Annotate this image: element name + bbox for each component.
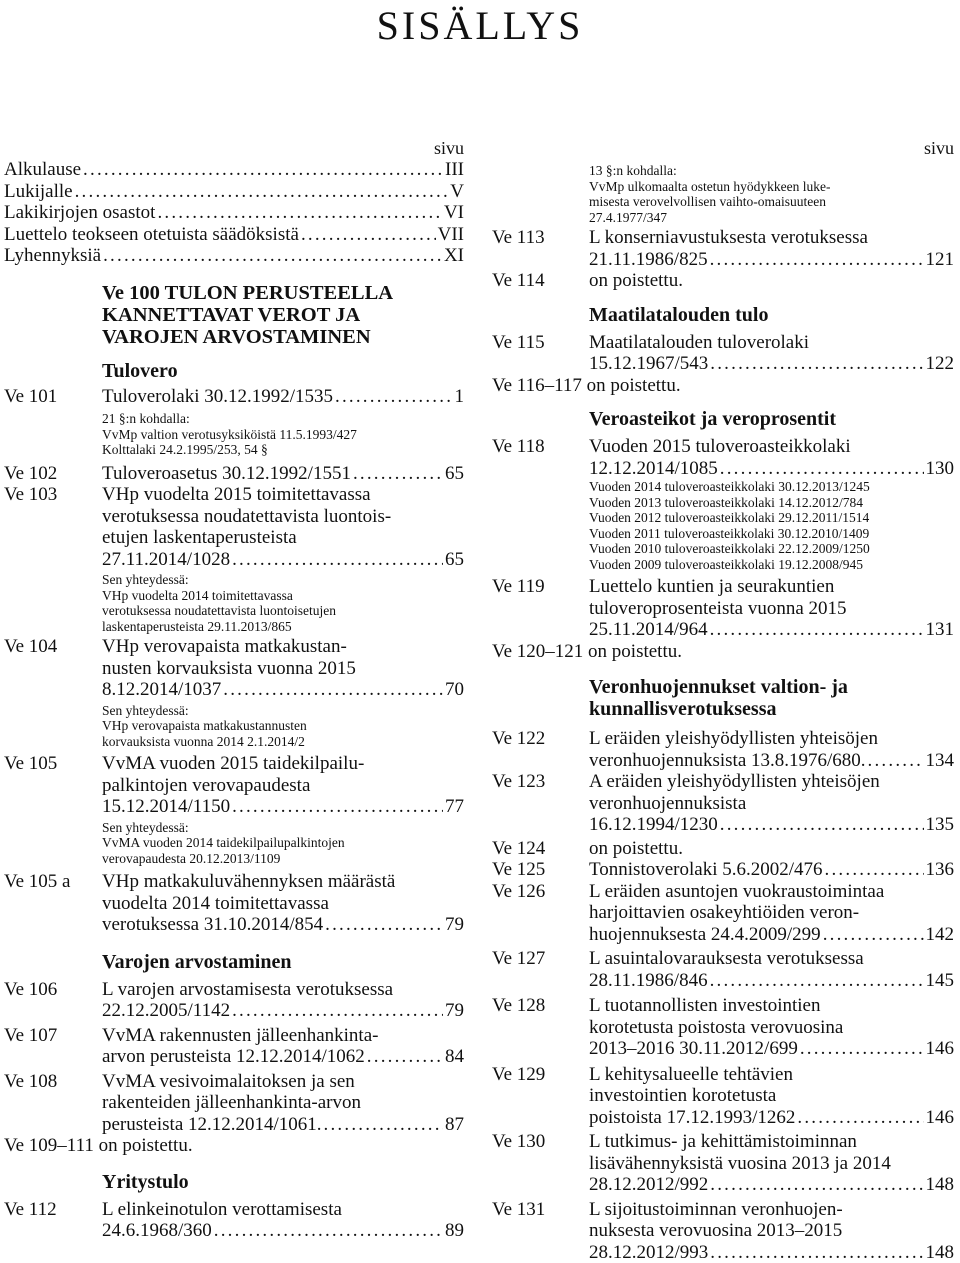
entry-body (102, 636, 464, 749)
page-number: 122 (926, 353, 955, 375)
dot-leader (83, 159, 443, 181)
toc-entry-text: 22.12.2005/1142 (102, 1000, 230, 1022)
toc-leader-line (589, 750, 954, 772)
entry-title-line: verotuksessa noudatettavista luontois- (102, 506, 464, 528)
entry-body (102, 871, 464, 936)
subheading-tulovero (4, 360, 464, 382)
entry-body (589, 995, 954, 1060)
entry-title-line: L tuotannollisten investointien (589, 995, 954, 1017)
entry-body (589, 1199, 954, 1263)
entry-title-line: A eräiden yleishyödyllisten yhteisöjen (589, 771, 954, 793)
removed-sections-note: Ve 109–111 on poistettu. (4, 1135, 464, 1157)
entry-title-line: L eräiden yleishyödyllisten yhteisöjen (589, 728, 954, 750)
toc-entry-text: 12.12.2014/1085 (589, 458, 718, 480)
toc-entry-text: poistoista 17.12.1993/1262 (589, 1107, 795, 1129)
entry-title-line: VvMA vesivoimalaitoksen ja sen (102, 1071, 464, 1093)
section-code: Ve 103 (4, 484, 102, 634)
entry-title-line: harjoittavien osakeyhtiöiden veron- (589, 902, 954, 924)
toc-entry-text: Lyhennyksiä (4, 245, 101, 267)
dot-leader (157, 202, 441, 224)
toc-entry (4, 1199, 464, 1242)
entry-body (589, 436, 954, 572)
entry-note: Vuoden 2011 tuloveroasteikkolaki 30.12.2010/1409 (589, 526, 954, 542)
section-code: Ve 106 (4, 979, 102, 1022)
front-matter-item (4, 245, 464, 267)
sivu-header: sivu (4, 139, 464, 159)
dot-leader (710, 353, 923, 375)
entry-note: 13 §:n kohdalla: (589, 163, 954, 179)
dot-leader (710, 249, 924, 271)
toc-leader-line (102, 1046, 464, 1068)
page-number: 89 (445, 1220, 464, 1242)
entry-note: Vuoden 2014 tuloveroasteikkolaki 30.12.2013/1245 (589, 479, 954, 495)
entry-title-line: nusten korvauksista vuonna 2015 (102, 658, 464, 680)
page-number: 70 (445, 679, 464, 701)
toc-entry (4, 463, 464, 485)
page-number: 145 (926, 970, 955, 992)
page-number: 134 (926, 750, 955, 772)
dot-leader (75, 181, 449, 203)
toc-entry-text: perusteista 12.12.2014/1061. (102, 1114, 322, 1136)
page-number: 77 (445, 796, 464, 818)
entry-title-line: L konserniavustuksesta verotuksessa (589, 227, 954, 249)
toc-leader-line (589, 1038, 954, 1060)
toc-entry-text: 15.12.1967/543 (589, 353, 708, 375)
dot-leader (103, 245, 442, 267)
section-heading: Varojen arvostaminen (102, 951, 464, 973)
entry-body (589, 227, 954, 270)
dot-leader (367, 1046, 443, 1068)
sivu-header: sivu (492, 139, 954, 159)
main-section-heading (4, 282, 464, 348)
toc-entry-text: 21.11.1986/825 (589, 249, 708, 271)
toc-entry (492, 948, 954, 991)
toc-entry-text: 24.6.1968/360 (102, 1220, 212, 1242)
entry-title-line: Vuoden 2015 tuloveroasteikkolaki (589, 436, 954, 458)
toc-entry (492, 1064, 954, 1129)
entry-note: verotuksessa noudatettavista luontoisetujen (102, 603, 464, 619)
toc-leader-line (102, 549, 464, 571)
entry-body (589, 859, 954, 881)
toc-leader-line (102, 386, 464, 408)
section-heading-line: kunnallisverotuksessa (589, 698, 954, 720)
entry-note: VvMp valtion verotusyksiköistä 11.5.1993/427 (102, 427, 464, 443)
entry-title-line: investointien korotetusta (589, 1085, 954, 1107)
toc-leader-line (589, 353, 954, 375)
toc-entry (492, 995, 954, 1060)
toc-leader-line (589, 619, 954, 641)
dot-leader (720, 458, 924, 480)
section-code: Ve 118 (492, 436, 589, 572)
entry-body (589, 881, 954, 946)
entry-note: VHp vuodelta 2014 toimitettavassa (102, 588, 464, 604)
subheading-yritystulo (4, 1171, 464, 1193)
toc-leader-line (102, 1114, 464, 1136)
entry-title-line: Luettelo kuntien ja seurakuntien (589, 576, 954, 598)
section-code: Ve 105 a (4, 871, 102, 936)
toc-entry-text: 27.11.2014/1028 (102, 549, 230, 571)
page-number: 1 (455, 386, 465, 408)
entry-title-line: VvMA vuoden 2015 taidekilpailu- (102, 753, 464, 775)
top-notes (492, 163, 954, 225)
entry-body (589, 576, 954, 641)
entry-note: VvMp ulkomaalta ostetun hyödykkeen luke- (589, 179, 954, 195)
entry-body (589, 838, 954, 860)
section-code: Ve 128 (492, 995, 589, 1060)
toc-leader-line (589, 924, 954, 946)
toc-leader-line (589, 1174, 954, 1196)
toc-entry-text: 25.11.2014/964 (589, 619, 708, 641)
toc-entry (492, 576, 954, 641)
toc-entry (492, 838, 954, 860)
entry-title-line: L elinkeinotulon verottamisesta (102, 1199, 464, 1221)
toc-entry-text: 2013–2016 30.11.2012/699 (589, 1038, 798, 1060)
toc-entry (492, 1131, 954, 1196)
entry-body (589, 948, 954, 991)
toc-entry (4, 1071, 464, 1136)
page-number: 131 (926, 619, 955, 641)
section-heading-line: Veronhuojennukset valtion- ja (589, 676, 954, 698)
dot-leader (223, 679, 443, 701)
page-number: 87 (445, 1114, 464, 1136)
toc-entry (4, 484, 464, 634)
section-code: Ve 130 (492, 1131, 589, 1196)
entry-note: Vuoden 2013 tuloveroasteikkolaki 14.12.2012/784 (589, 495, 954, 511)
entry-title-line: tuloveroprosenteista vuonna 2015 (589, 598, 954, 620)
page-number: XI (444, 245, 464, 267)
dot-leader (232, 1000, 443, 1022)
dot-leader (335, 386, 453, 408)
section-code: Ve 104 (4, 636, 102, 749)
section-code: Ve 126 (492, 881, 589, 946)
entry-title-line: Maatilatalouden tuloverolaki (589, 332, 954, 354)
section-code: Ve 124 (492, 838, 589, 860)
page-number: 84 (445, 1046, 464, 1068)
section-heading: Veroasteikot ja veroprosentit (589, 408, 954, 430)
entry-note: laskentaperusteista 29.11.2013/865 (102, 619, 464, 635)
dot-leader (797, 1107, 923, 1129)
section-code: Ve 125 (492, 859, 589, 881)
entry-title-line: nuksesta verovuosina 2013–2015 (589, 1220, 954, 1242)
entry-note: Vuoden 2009 tuloveroasteikkolaki 19.12.2008/945 (589, 557, 954, 573)
page-number: 130 (926, 458, 955, 480)
toc-leader-line (102, 1220, 464, 1242)
entry-title-line: etujen laskentaperusteista (102, 527, 464, 549)
page-number: 148 (926, 1242, 955, 1263)
removed-sections-note: Ve 116–117 on poistettu. (492, 375, 954, 397)
dot-leader (301, 224, 436, 246)
front-matter-item (4, 224, 464, 246)
entry-title-line: L kehitysalueelle tehtävien (589, 1064, 954, 1086)
section-heading: Yritystulo (102, 1171, 464, 1193)
page-number: 146 (926, 1107, 955, 1129)
section-code: Ve 127 (492, 948, 589, 991)
toc-leader-line (102, 463, 464, 485)
entry-body (589, 332, 954, 375)
entry-title-line: on poistettu. (589, 838, 954, 860)
toc-entry (492, 771, 954, 836)
entry-body (589, 1131, 954, 1196)
toc-entry-text: Luettelo teokseen otetuista säädöksistä (4, 224, 299, 246)
dot-leader (710, 1242, 923, 1263)
page-number: 65 (445, 463, 464, 485)
entry-note: misesta verovelvollisen vaihto-omaisuuteen (589, 194, 954, 210)
entry-title-line: L eräiden asuntojen vuokraustoimintaa (589, 881, 954, 903)
entry-body (102, 463, 464, 485)
toc-entry-text: arvon perusteista 12.12.2014/1062 (102, 1046, 365, 1068)
entry-title-line: L asuintalovarauksesta verotuksessa (589, 948, 954, 970)
section-code: Ve 112 (4, 1199, 102, 1242)
toc-entry (492, 728, 954, 771)
toc-entry (492, 859, 954, 881)
entry-note: 21 §:n kohdalla: (102, 411, 464, 427)
subheading-veroasteikot (492, 408, 954, 430)
entry-note: Kolttalaki 24.2.1995/253, 54 § (102, 442, 464, 458)
toc-leader-line (102, 796, 464, 818)
toc-entry (4, 1025, 464, 1068)
toc-entry-text: Alkulause (4, 159, 81, 181)
entry-title-line: vuodelta 2014 toimitettavassa (102, 893, 464, 915)
entry-note: Vuoden 2012 tuloveroasteikkolaki 29.12.2011/1514 (589, 510, 954, 526)
section-code: Ve 119 (492, 576, 589, 641)
toc-leader-line (589, 1107, 954, 1129)
page-number: 148 (926, 1174, 955, 1196)
toc-entry-text: verotuksessa 31.10.2014/854 (102, 914, 323, 936)
section-code: Ve 107 (4, 1025, 102, 1068)
toc-entry-text: 15.12.2014/1150 (102, 796, 230, 818)
toc-entry (4, 386, 464, 458)
dot-leader (325, 914, 443, 936)
entry-title-line: veronhuojennuksista (589, 793, 954, 815)
dot-leader (720, 814, 924, 836)
toc-entry (492, 332, 954, 375)
dot-leader (825, 859, 924, 881)
entry-title-line: palkintojen verovapaudesta (102, 775, 464, 797)
front-matter-item (4, 159, 464, 181)
entry-title-line: L tutkimus- ja kehittämistoiminnan (589, 1131, 954, 1153)
section-code: Ve 108 (4, 1071, 102, 1136)
dot-leader (710, 970, 924, 992)
toc-entry-text: 28.12.2012/992 (589, 1174, 708, 1196)
page-number: 65 (445, 549, 464, 571)
toc-entry (4, 979, 464, 1022)
subheading-varojen-arvostaminen (4, 951, 464, 973)
entry-note: Sen yhteydessä: (102, 572, 464, 588)
entry-note: Sen yhteydessä: (102, 703, 464, 719)
page-number: 136 (926, 859, 955, 881)
entry-note: VHp verovapaista matkakustannusten (102, 718, 464, 734)
dot-leader (710, 619, 924, 641)
dot-leader (823, 924, 924, 946)
dot-leader (800, 1038, 924, 1060)
dot-leader (232, 796, 443, 818)
page-number: 121 (926, 249, 955, 271)
toc-entry (492, 1199, 954, 1263)
toc-leader-line (102, 914, 464, 936)
section-code: Ve 123 (492, 771, 589, 836)
toc-entry-text: 8.12.2014/1037 (102, 679, 221, 701)
toc-leader-line (102, 679, 464, 701)
toc-entry-text: Tonnistoverolaki 5.6.2002/476 (589, 859, 823, 881)
section-code: Ve 115 (492, 332, 589, 375)
page-number: III (445, 159, 464, 181)
toc-entry-text: Tuloveroasetus 30.12.1992/1551 (102, 463, 351, 485)
entry-title-line: korotetusta poistosta verovuosina (589, 1017, 954, 1039)
entry-body (589, 270, 954, 292)
toc-entry (4, 871, 464, 936)
subheading-maatilatalous (492, 304, 954, 326)
entry-title-line: lisävähennyksistä vuosina 2013 ja 2014 (589, 1153, 954, 1175)
removed-sections-note: Ve 120–121 on poistettu. (492, 641, 954, 663)
front-matter-item (4, 181, 464, 203)
entry-body (102, 1071, 464, 1136)
section-heading-line: VAROJEN ARVOSTAMINEN (102, 326, 464, 348)
toc-entry (492, 881, 954, 946)
entry-note: 27.4.1977/347 (589, 210, 954, 226)
entry-body (102, 979, 464, 1022)
front-matter-item (4, 202, 464, 224)
section-code: Ve 113 (492, 227, 589, 270)
toc-entry-text: Lakikirjojen osastot (4, 202, 155, 224)
toc-leader-line (589, 249, 954, 271)
entry-body (102, 484, 464, 634)
entry-note: verovapaudesta 20.12.2013/1109 (102, 851, 464, 867)
toc-right-column (492, 139, 954, 1263)
entry-body (102, 753, 464, 866)
toc-left-column (4, 139, 464, 1242)
entry-body (589, 728, 954, 771)
toc-entry-text: huojennuksesta 24.4.2009/299 (589, 924, 821, 946)
section-code: Ve 105 (4, 753, 102, 866)
toc-leader-line (589, 458, 954, 480)
entry-title-line: rakenteiden jälleenhankinta-arvon (102, 1092, 464, 1114)
entry-note: Sen yhteydessä: (102, 820, 464, 836)
page-number: 79 (445, 914, 464, 936)
toc-entry-text: 16.12.1994/1230 (589, 814, 718, 836)
dot-leader (710, 1174, 923, 1196)
toc-entry-text: Tuloverolaki 30.12.1992/1535 (102, 386, 333, 408)
toc-leader-line (589, 1242, 954, 1263)
page-number: 135 (926, 814, 955, 836)
entry-body (102, 386, 464, 458)
toc-leader-line (589, 814, 954, 836)
page-number: 142 (926, 924, 955, 946)
section-heading-line: Ve 100 TULON PERUSTEELLA (102, 282, 464, 304)
entry-note: VvMA vuoden 2014 taidekilpailupalkintojen (102, 835, 464, 851)
page-number: VI (444, 202, 464, 224)
toc-entry (4, 753, 464, 866)
entry-title-line: on poistettu. (589, 270, 954, 292)
toc-entry (4, 636, 464, 749)
section-code: Ve 129 (492, 1064, 589, 1129)
entry-body (102, 1025, 464, 1068)
toc-leader-line (589, 859, 954, 881)
section-heading: Maatilatalouden tulo (589, 304, 954, 326)
page-title: SISÄLLYS (0, 2, 960, 49)
toc-entry (492, 436, 954, 572)
page-number: VII (438, 224, 464, 246)
toc-entry-text: veronhuojennuksista 13.8.1976/680. (589, 750, 866, 772)
section-heading: Tulovero (102, 360, 464, 382)
page-number: 146 (926, 1038, 955, 1060)
entry-note: Vuoden 2010 tuloveroasteikkolaki 22.12.2009/1250 (589, 541, 954, 557)
entry-title-line: L sijoitustoiminnan veronhuojen- (589, 1199, 954, 1221)
section-code: Ve 102 (4, 463, 102, 485)
entry-body (102, 1199, 464, 1242)
toc-entry-text: 28.12.2012/993 (589, 1242, 708, 1263)
section-code: Ve 131 (492, 1199, 589, 1263)
toc-leader-line (102, 1000, 464, 1022)
section-heading-line: KANNETTAVAT VEROT JA (102, 304, 464, 326)
dot-leader (353, 463, 443, 485)
subheading-veronhuojennukset (492, 676, 954, 720)
dot-leader (868, 750, 924, 772)
entry-title-line: VHp verovapaista matkakustan- (102, 636, 464, 658)
section-code: Ve 122 (492, 728, 589, 771)
entry-title-line: VvMA rakennusten jälleenhankinta- (102, 1025, 464, 1047)
page-number: V (450, 181, 464, 203)
dot-leader (324, 1114, 443, 1136)
toc-entry (492, 270, 954, 292)
entry-title-line: L varojen arvostamisesta verotuksessa (102, 979, 464, 1001)
entry-title-line: VHp matkakuluvähennyksen määrästä (102, 871, 464, 893)
dot-leader (232, 549, 443, 571)
entry-title-line: VHp vuodelta 2015 toimitettavassa (102, 484, 464, 506)
section-code: Ve 101 (4, 386, 102, 458)
page-number: 79 (445, 1000, 464, 1022)
toc-leader-line (589, 970, 954, 992)
dot-leader (214, 1220, 443, 1242)
entry-body (589, 771, 954, 836)
entry-note: korvauksista vuonna 2014 2.1.2014/2 (102, 734, 464, 750)
toc-entry-text: Lukijalle (4, 181, 73, 203)
entry-body (589, 1064, 954, 1129)
toc-entry (492, 227, 954, 270)
section-code: Ve 114 (492, 270, 589, 292)
toc-entry-text: 28.11.1986/846 (589, 970, 708, 992)
